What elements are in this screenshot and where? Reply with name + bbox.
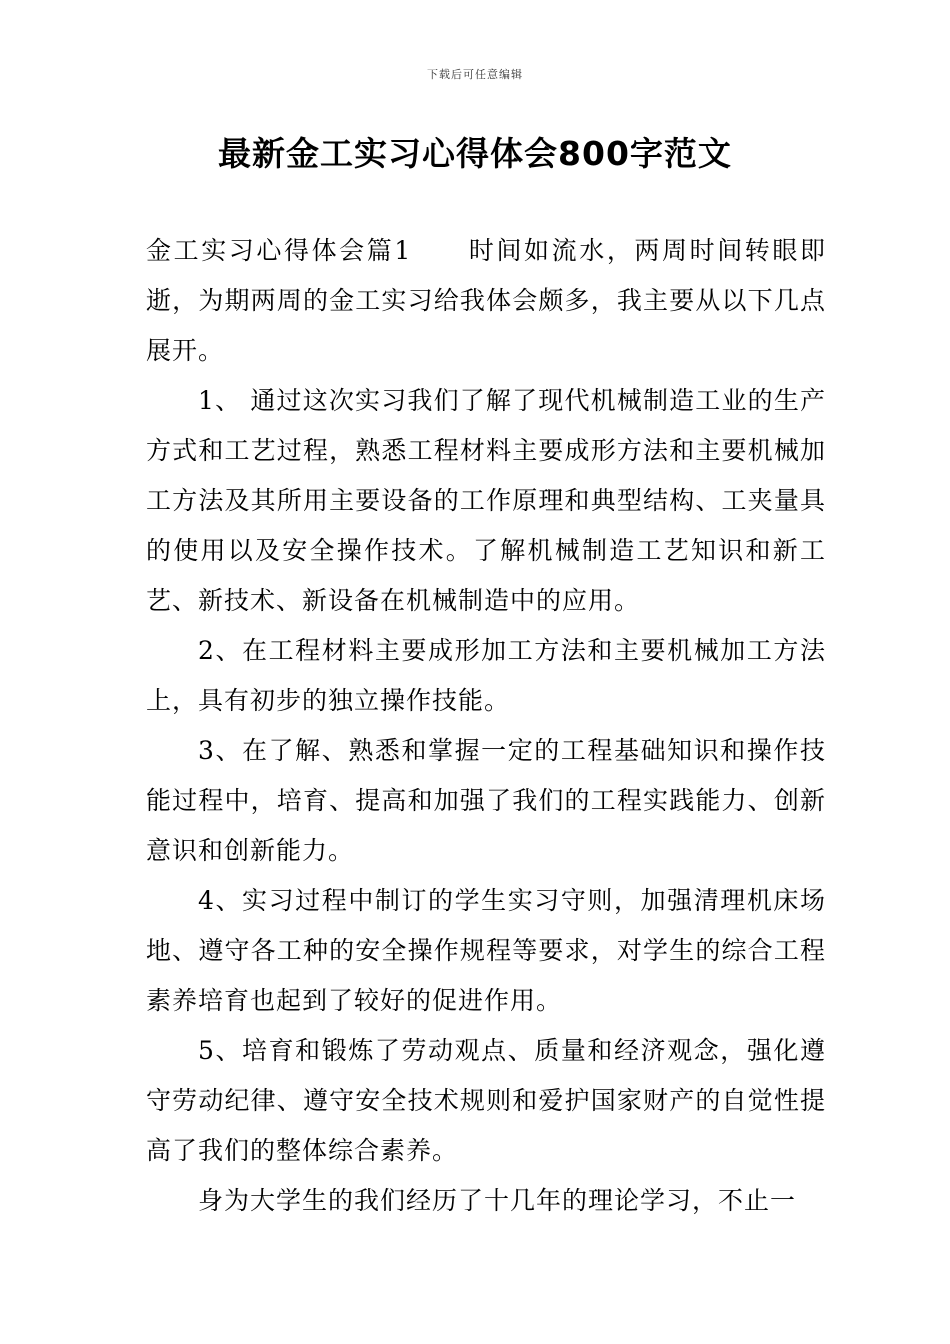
header-note: 下载后可任意编辑: [427, 68, 523, 81]
document-title: 最新金工实习心得体会800字范文: [218, 134, 732, 173]
paragraph-5: 5、培育和锻炼了劳动观点、质量和经济观念，强化遵守劳动纪律、遵守安全技术规则和爱护国家财产的自觉性提高了我们的整体综合素养。: [146, 1036, 826, 1165]
paragraph-3: 3、在了解、熟悉和掌握一定的工程基础知识和操作技能过程中，培育、提高和加强了我们的工程实践能力、创新意识和创新能力。: [146, 736, 826, 865]
intro-text: 时间如流水，两周时间转眼即逝，为期两周的金工实习给我体会颇多，我主要从以下几点展开。: [146, 236, 826, 365]
paragraph-4: 4、实习过程中制订的学生实习守则，加强清理机床场地、遵守各工种的安全操作规程等要求，对学生的综合工程素养培育也起到了较好的促进作用。: [146, 886, 826, 1015]
paragraph-2: 2、在工程材料主要成形加工方法和主要机械加工方法上，具有初步的独立操作技能。: [146, 636, 826, 715]
document-body: [146, 226, 826, 1226]
intro-paragraph: [146, 226, 826, 376]
paragraph-6: 身为大学生的我们经历了十几年的理论学习，不止一: [198, 1186, 797, 1215]
paragraph-1: 1、 通过这次实习我们了解了现代机械制造工业的生产方式和工艺过程，熟悉工程材料主要成形方法和主要机械加工方法及其所用主要设备的工作原理和典型结构、工夹量具的使用以及安全操作技术。了解机械制造工艺知识和新工艺、新技术、新设备在机械制造中的应用。: [146, 386, 826, 615]
intro-heading: 金工实习心得体会篇1: [146, 236, 412, 265]
